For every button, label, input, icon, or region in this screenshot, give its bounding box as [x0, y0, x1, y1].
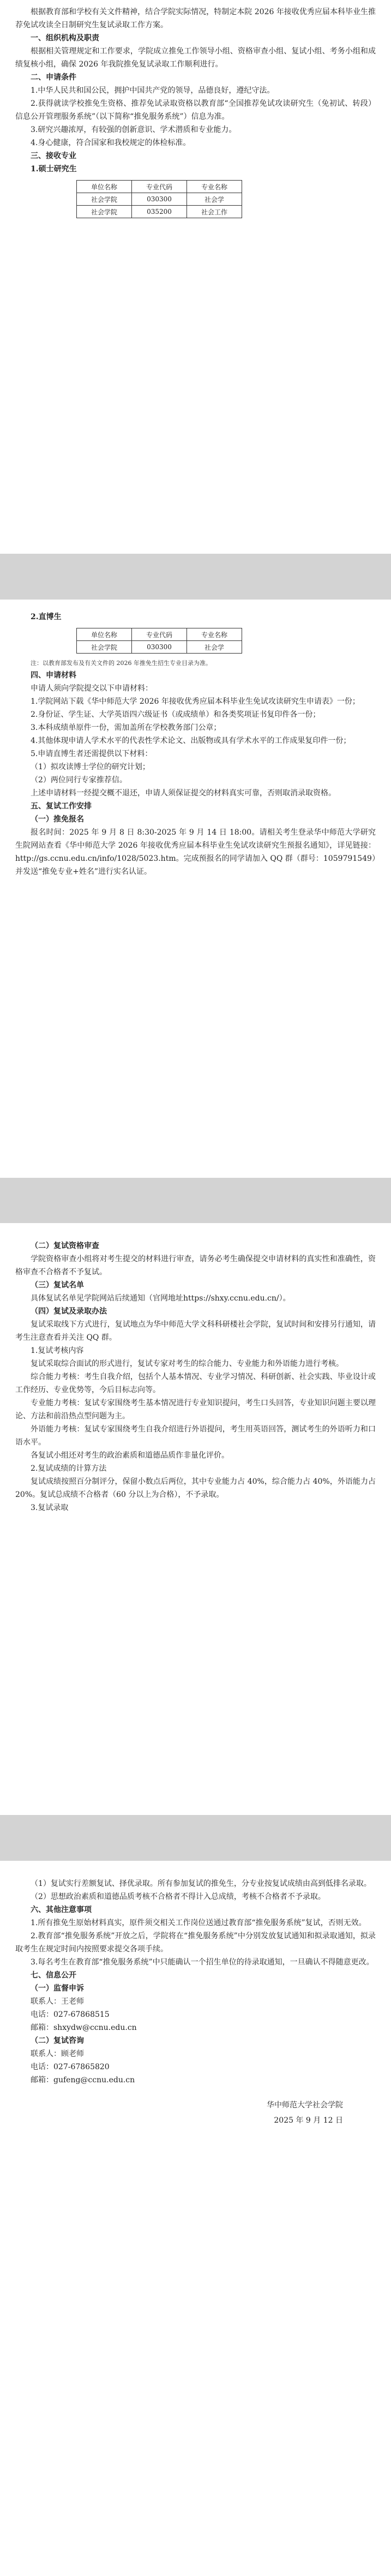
phd-heading: 2.直博生 [31, 613, 62, 621]
section-6-heading: 六、其他注意事项 [31, 1906, 92, 1914]
score-heading: 2.复试成绩的计算方法 [31, 1464, 107, 1473]
table-cell: 社会工作 [187, 206, 242, 218]
review-text: 学院资格审查小组将对考生提交的材料进行审查，请务必考生确保提交申请材料的真实性和准确性，资格审查不合格者不予复试。 [15, 1255, 376, 1277]
document-page-4 [0, 1861, 391, 2576]
supervision-phone: 电话：027-67868515 [31, 2010, 110, 2019]
consult-phone: 电话：027-67865820 [31, 2063, 110, 2071]
section-1-text: 根据相关管理规定和工作要求，学院成立推免工作领导小组、资格审查小组、复试小组、考务小组和成绩复核小组，确保 2026 年我院推免复试录取工作顺利进行。 [15, 47, 376, 69]
phd-programs-table [76, 628, 242, 654]
table-header-row [77, 628, 242, 641]
material-item-2: 2.身份证、学生证、大学英语四六级证书（或成绩单）和各类奖项证书复印件各一份； [31, 710, 321, 719]
section-5-heading: 五、复试工作安排 [31, 802, 92, 811]
condition-item-1: 1.中华人民共和国公民，拥护中国共产党的领导，品德良好，遵纪守法。 [31, 86, 275, 95]
table-header-cell: 专业代码 [132, 181, 187, 193]
section-3-heading: 三、接收专业 [31, 152, 76, 160]
admission-rule-1: （1）复试实行差额复试、择优录取。所有参加复试的推免生，分专业按复试成绩由高到低排名录取。 [31, 1879, 371, 1888]
document-page-1 [0, 0, 391, 554]
condition-item-3: 3.研究兴趣浓厚，有较强的创新意识、学术潜质和专业能力。 [31, 125, 237, 134]
table-header-cell: 专业代码 [132, 628, 187, 641]
material-item-1: 1.学院网站下载《华中师范大学 2026 年接收优秀应届本科毕业生免试攻读研究生申请表》一份； [31, 697, 360, 706]
consult-heading: （二）复试咨询 [31, 2036, 84, 2045]
supervision-contact: 联系人：王老师 [31, 1997, 84, 2006]
material-item-5b: （2）两位同行专家推荐信。 [31, 776, 127, 784]
admission-heading: 3.复试录取 [31, 1503, 69, 1512]
notice-item-1: 1.所有推免生原始材料真实，原件须交相关工作岗位送通过教育部“推免服务系统”复试，否则无效。 [31, 1919, 366, 1927]
table-row [77, 193, 242, 206]
table-cell: 030300 [132, 641, 187, 654]
language-ability: 外语能力考核：复试专家围绕考生自我介绍进行外语提问，考生用英语回答，测试考生的外语听力和口语水平。 [15, 1425, 376, 1447]
intro-paragraph: 根据教育部和学校有关文件精神，结合学院实际情况，特制定本院 2026 年接收优秀应届本科毕业生推荐免试攻读全日制研究生复试录取工作方案。 [15, 8, 376, 29]
registration-text: 报名时间：2025 年 9 月 8 日 8:30-2025 年 9 月 14 日 18:00。请相关考生登录华中师范大学研究生院网站查看《华中师范大学 2026 年接收优秀应届本科毕业生免试攻读研究生预报名通知》，详见链接：http://gs.ccnu.edu.cn/info/1028/5023.htm。完成预报名的同学请加入 QQ 群（群号：1059791549）并发送“推免专业+姓名”进行实名认证。 [15, 828, 376, 876]
table-header-cell: 单位名称 [77, 181, 132, 193]
table-note: 注：以教育部发布及有关文件的 2026 年推免生招生专业目录为准。 [31, 660, 212, 667]
notice-item-3: 3.每名考生在教育部“推免服务系统”中只能确认一个招生单位的待录取通知，一旦确认不得随意更改。 [31, 1958, 374, 1967]
table-cell: 社会学 [187, 641, 242, 654]
material-item-5a: （1）拟攻读博士学位的研究计划； [31, 763, 150, 771]
supervision-heading: （一）监督申诉 [31, 1984, 84, 1993]
table-cell: 社会学院 [77, 193, 132, 206]
political-evaluation: 各复试小组还对考生的政治素质和道德品质作非量化评价。 [31, 1451, 229, 1460]
document-page-2 [0, 600, 391, 1178]
table-row [77, 206, 242, 218]
table-cell: 035200 [132, 206, 187, 218]
material-item-4: 4.其他体现申请人学术水平的代表性学术论文、出版物或具有学术水平的工作成果复印件一份； [31, 736, 351, 745]
list-text: 具体复试名单见学院网站后续通知（官网地址https://shxy.ccnu.edu.cn/）。 [31, 1294, 291, 1303]
table-cell: 社会学 [187, 193, 242, 206]
signature-organization: 华中师范大学社会学院 [267, 2101, 343, 2110]
material-item-5: 5.申请直博生者还需提供以下材料： [31, 750, 153, 758]
section-1-heading: 一、组织机构及职责 [31, 34, 99, 43]
master-heading: 1.硕士研究生 [31, 165, 77, 173]
review-heading: （二）复试资格审查 [31, 1242, 99, 1250]
method-heading: （四）复试及录取办法 [31, 1307, 107, 1316]
consult-contact: 联系人：顾老师 [31, 2050, 84, 2058]
section-4-heading: 四、申请材料 [31, 671, 76, 680]
admission-rule-2: （2）思想政治素质和道德品质考核不合格者不得计入总成绩，考核不合格者不予录取。 [31, 1892, 326, 1901]
materials-intro: 申请人须向学院提交以下申请材料： [31, 684, 153, 693]
condition-item-2: 2.获得就读学校推免生资格、推荐免试录取资格以教育部“全国推荐免试攻读研究生（免初试、转段）信息公开管理服务系统”（以下简称“推免服务系统”）信息为准。 [15, 99, 376, 121]
table-header-cell: 专业名称 [187, 181, 242, 193]
method-text: 复试采取线下方式进行，复试地点为华中师范大学文科科研楼社会学院，复试时间和安排另行通知，请考生注意查看并关注 QQ 群。 [15, 1320, 376, 1342]
material-item-3: 3.本科成绩单原件一份，需加盖所在学校教务部门公章； [31, 723, 221, 732]
registration-heading: （一）推免报名 [31, 815, 84, 824]
table-header-cell: 专业名称 [187, 628, 242, 641]
table-cell: 社会学院 [77, 206, 132, 218]
consult-email: 邮箱：gufeng@ccnu.edu.cn [31, 2076, 135, 2084]
document-page-3 [0, 1223, 391, 1815]
materials-note: 上述申请材料一经提交概不退还，申请人须保证提交的材料真实可靠，否则取消录取资格。 [31, 789, 336, 798]
comprehensive-ability: 综合能力考核：考生自我介绍，包括个人基本情况、专业学习情况、科研创新、社会实践、毕业设计或工作经历、专业优势等，今后目标志向等。 [15, 1373, 376, 1394]
section-7-heading: 七、信息公开 [31, 1971, 76, 1980]
section-2-heading: 二、申请条件 [31, 73, 76, 82]
table-cell: 030300 [132, 193, 187, 206]
signature-date: 2025 年 9 月 12 日 [274, 2116, 343, 2125]
master-programs-table [76, 180, 242, 218]
table-header-cell: 单位名称 [77, 628, 132, 641]
content-heading: 1.复试考核内容 [31, 1346, 84, 1355]
professional-ability: 专业能力考核：复试专家围绕考生基本情况进行专业知识提问，考生口头回答，专业知识问题主要以理论、方法和前沿热点型问题为主。 [15, 1399, 376, 1421]
list-heading: （三）复试名单 [31, 1281, 84, 1290]
table-row [77, 641, 242, 654]
condition-item-4: 4.身心健康，符合国家和我校规定的体检标准。 [31, 139, 191, 147]
notice-item-2: 2.教育部“推免服务系统”开放之后，学院将在“推免服务系统”中分别发放复试通知和拟录取通知，拟录取考生在规定时间内按照要求提交各项手续。 [15, 1932, 376, 1954]
score-text: 复试成绩按照百分制评分，保留小数点后两位，其中专业能力占 40%，综合能力占 40%，外语能力占 20%。复试总成绩不合格者（60 分以上为合格），不予录取。 [15, 1477, 376, 1499]
table-cell: 社会学院 [77, 641, 132, 654]
content-text: 复试采取综合面试的形式进行，复试专家对考生的综合能力、专业能力和外语能力进行考核。 [31, 1359, 344, 1368]
table-header-row [77, 181, 242, 193]
supervision-email: 邮箱：shxydw@ccnu.edu.cn [31, 2023, 137, 2032]
